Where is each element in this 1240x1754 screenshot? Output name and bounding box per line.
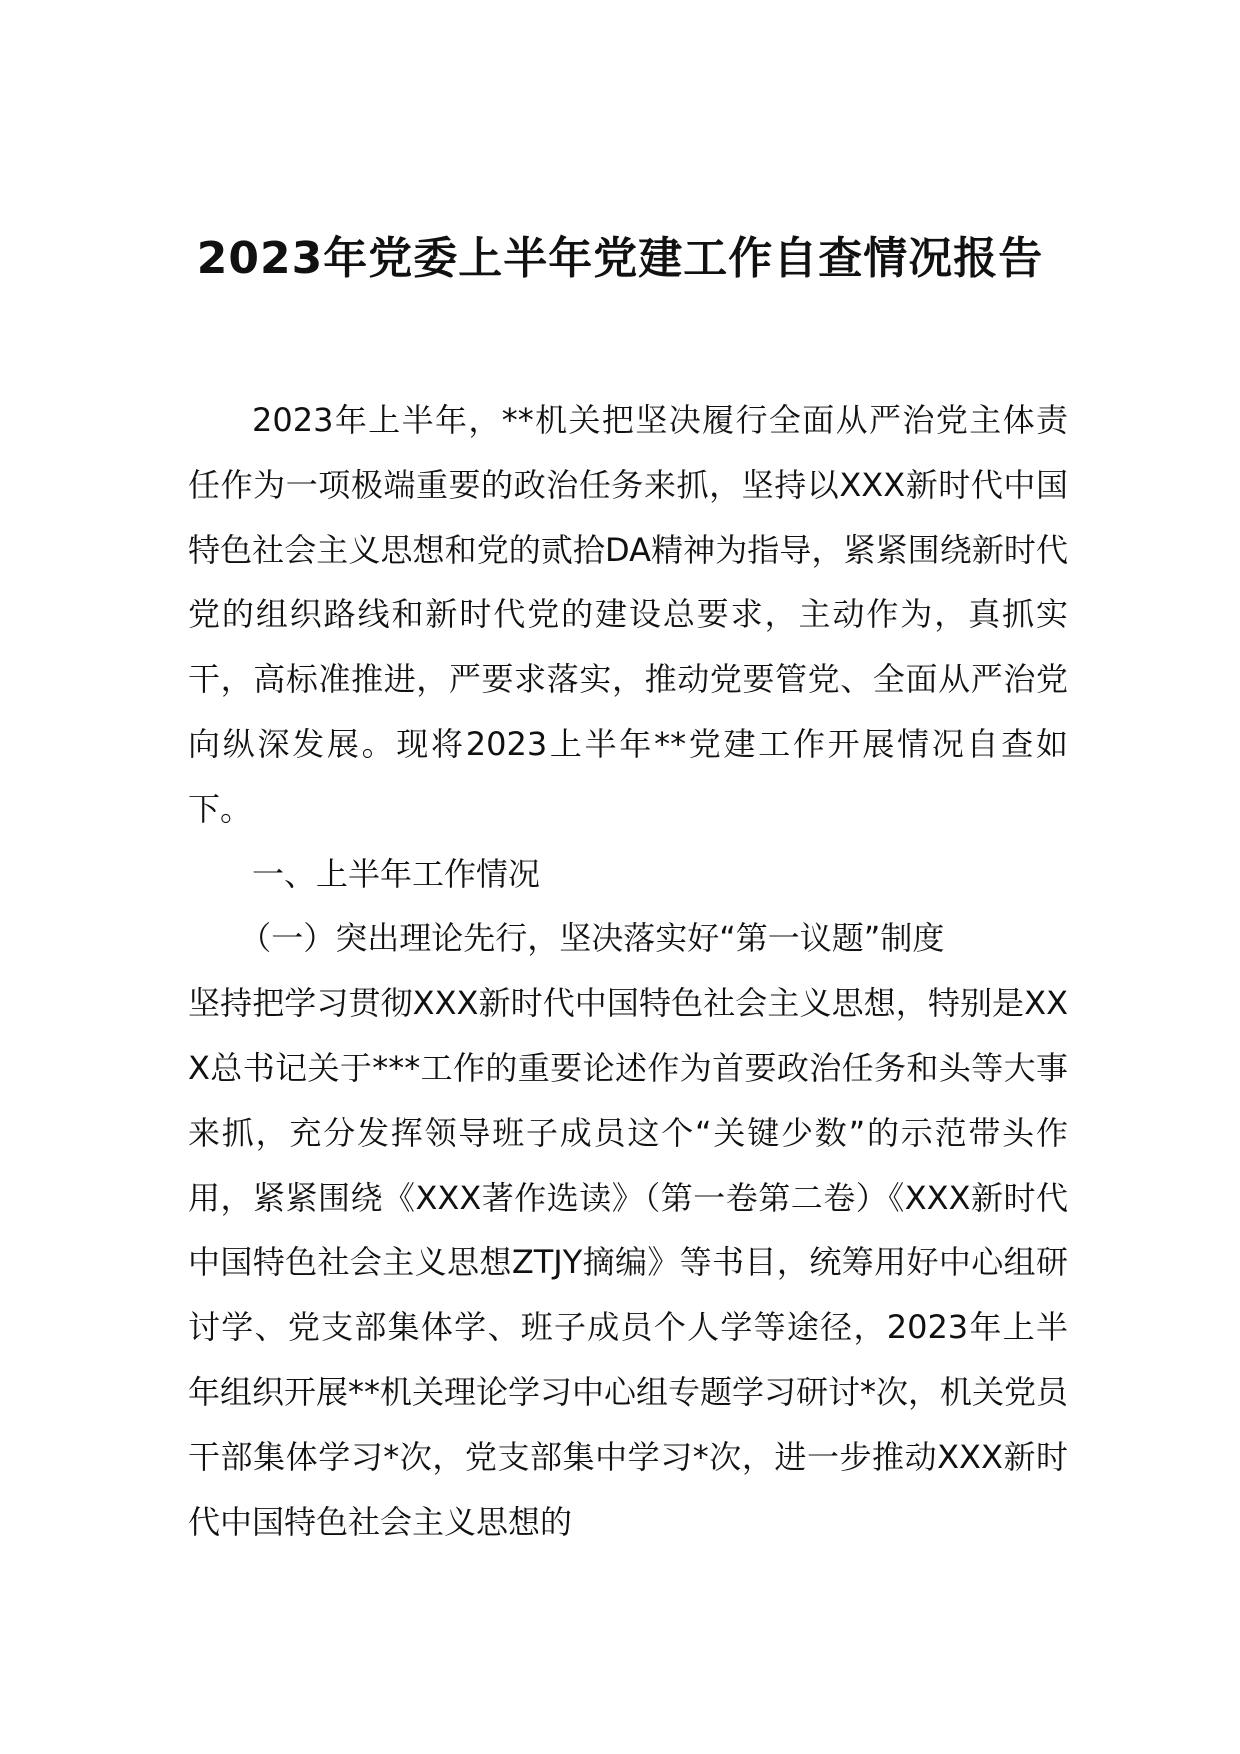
section-heading: 一、上半年工作情况: [252, 854, 541, 893]
subsection-heading: （一）突出理论先行，坚决落实好“第一议题”制度: [239, 919, 945, 958]
document-body: [188, 388, 1068, 1554]
document-title: 2023年党委上半年党建工作自查情况报告: [196, 233, 1044, 285]
subsection-paragraph: 坚持把学习贯彻XXX新时代中国特色社会主义思想，特别是XXX总书记关于***工作的重要论述作为首要政治任务和头等大事来抓，充分发挥领导班子成员这个“关键少数”的示范带头作用，紧紧围绕《XXX著作选读》（第一卷第二卷）《XXX新时代中国特色社会主义思想ZTJY摘编》等书目，统筹用好中心组研讨学、党支部集体学、班子成员个人学等途径，2023年上半年组织开展**机关理论学习中心组专题学习研讨*次，机关党员干部集体学习*次，党支部集中学习*次，进一步推动XXX新时代中国特色社会主义思想的: [188, 984, 1069, 1541]
intro-paragraph: 2023年上半年，**机关把坚决履行全面从严治党主体责任作为一项极端重要的政治任务来抓，坚持以XXX新时代中国特色社会主义思想和党的贰拾DA精神为指导，紧紧围绕新时代党的组织路线和新时代党的建设总要求，主动作为，真抓实干，高标准推进，严要求落实，推动党要管党、全面从严治党向纵深发展。现将2023上半年**党建工作开展情况自查如下。: [188, 401, 1068, 828]
